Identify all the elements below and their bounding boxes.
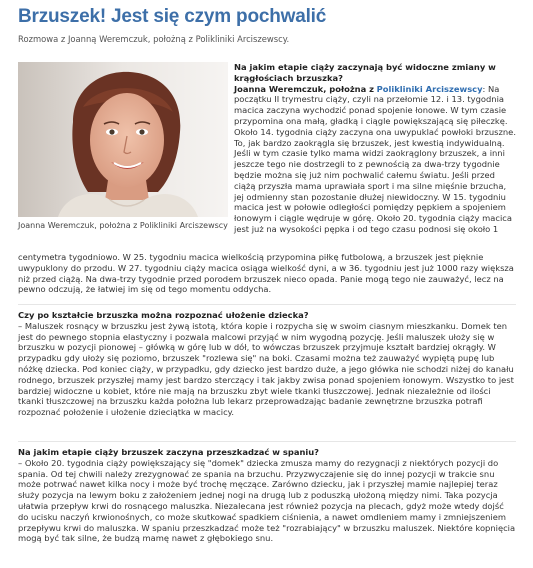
portrait-photo	[18, 62, 228, 217]
article-title: Brzuszek! Jest się czym pochwalić	[18, 6, 327, 27]
poliklinika-link[interactable]: Polikliniki Arciszewscy	[376, 83, 483, 94]
section-3	[18, 447, 516, 544]
section-1-question: Na jakim etapie ciąży zaczynają być widoczne zmiany w krągłościach brzuszka?	[234, 62, 496, 83]
divider	[18, 441, 516, 442]
section-1-answer-continued: centymetra tygodniowo. W 25. tygodniu macica wielkością przypomina piłkę futbolową, a brzuszek jest pięknie uwypuklony do przodu. W 27. tygodniu ciąży macica osiąga wielkość dyni, a w 36. tygodniu jest już 1000 razy większa niż przed ciążą. Na dwa-trzy tygodnie przed porodem brzuszek nieco opada. Panie mogą tego nie zauważyć, lecz na pewno odczują, że łatwiej im się od tego momentu oddycha.	[18, 252, 514, 295]
divider	[18, 304, 516, 305]
photo-figure	[18, 62, 228, 233]
section-1-answer	[234, 84, 516, 235]
section-2-answer: – Maluszek rosnący w brzuszku jest żywą istotą, która kopie i rozpycha się w swoim ciasnym mieszkanku. Domek ten jest do pewnego stopnia elastyczny i pozwala malcowi przyjąć w nim wygodną pozycję. Jeśli maluszek ułoży się w brzuszku w pozycji pionowej – główką w górę lub w dół, to wówczas brzuszek przyjmuje kształt bardziej okrągły. W przypadku gdy ułoży się poziomo, brzuszek "rozlewa się" na boki. Czasami można też zauważyć wypiętą pupę lub nóżkę dziecka. Pod koniec ciąży, w przypadku, gdy dziecko jest bardzo duże, a jego główka nie schodzi niżej do kanału rodnego, brzuszek przyszłej mamy jest bardzo sterczący i tak jakby zwisa ponad spojeniem łonowym. Wszystko to jest bardziej widoczne u kobiet, które nie mają na brzuszku zbyt wiele tkanki tłuszczowej. Jednak niezależnie od ilości tkanki tłuszczowej na brzuszku każda położna lub lekarz przeprowadzając badanie zewnętrzne brzuszka potrafi rozpoznać położenie i ułożenie dzieciątka w macicy.	[18, 320, 514, 418]
section-2-question: Czy po kształcie brzuszka można rozpoznać ułożenie dziecka?	[18, 310, 309, 320]
section-2	[18, 310, 516, 418]
section-3-answer: – Około 20. tygodnia ciąży powiększający się "domek" dziecka zmusza mamy do rezygnacji z niektórych pozycji do spania. Od tej chwili należy zrezygnować ze spania na brzuchu. Przyzwyczajenie się do innej pozycji w trakcie snu może potrwać nawet kilka nocy i może być trochę męczące. Zarówno dziecku, jak i przyszłej mamie najlepiej teraz służy pozycja na lewym boku z założeniem jednej nogi na drugą lub z poduszką ułożoną między nimi. Taka pozycja ułatwia przepływ krwi do rosnącego maluszka. Niezalecana jest również pozycja na plecach, gdyż może wtedy dojść do ucisku naczyń krwionośnych, co może skutkować spadkiem ciśnienia, a nawet omdleniem mamy i zmniejszeniem przepływu krwi do maluszka. W spaniu przeszkadzać może też "rozrabiający" w brzuszku maluszek. Niektóre kopnięcia mogą być tak silne, że budzą mamę nawet z głębokiego snu.	[18, 457, 516, 544]
section-3-question: Na jakim etapie ciąży brzuszek zaczyna przeszkadzać w spaniu?	[18, 447, 320, 457]
section-1-column	[234, 62, 516, 235]
article-subtitle: Rozmowa z Joanną Weremczuk, położną z Polikliniki Arciszewscy.	[18, 34, 290, 44]
answer-speaker-name: Joanna Weremczuk, położna z	[234, 83, 375, 94]
section-1-answer-text: : Na początku II trymestru ciąży, czyli na przełomie 12. i 13. tygodnia macica zaczyna wychodzić ponad spojenie łonowe. W tym czasie przypomina ona małą, gładką i ciągle powiększającą się piłeczkę. Około 14. tygodnia ciąży zaczyna ona uwypuklać powłoki brzuszne. To, jak bardzo zaokrągla się brzuszek, jest kwestią indywidualną. Jeśli w tym czasie tylko mama widzi zaokrąglony brzuszek, a inni jeszcze tego nie dostrzegli to z pewnością za dwa-trzy tygodnie będzie można się już nim pochwalić całemu światu. Jeśli przed ciążą przyszła mama uprawiała sport i ma silne mięśnie brzucha, jej odmienny stan pozostanie dłużej niewidoczny. W 15. tygodniu macica jest w połowie odległości pomiędzy pępkiem a spojeniem łonowym i ciągle wędruje w górę. Około 20. tygodnia ciąży macica jest już na wysokości pępka i od tego czasu podnosi się około 1	[234, 83, 516, 234]
photo-caption: Joanna Weremczuk, położna z Polikliniki Arciszewscy	[18, 221, 228, 230]
